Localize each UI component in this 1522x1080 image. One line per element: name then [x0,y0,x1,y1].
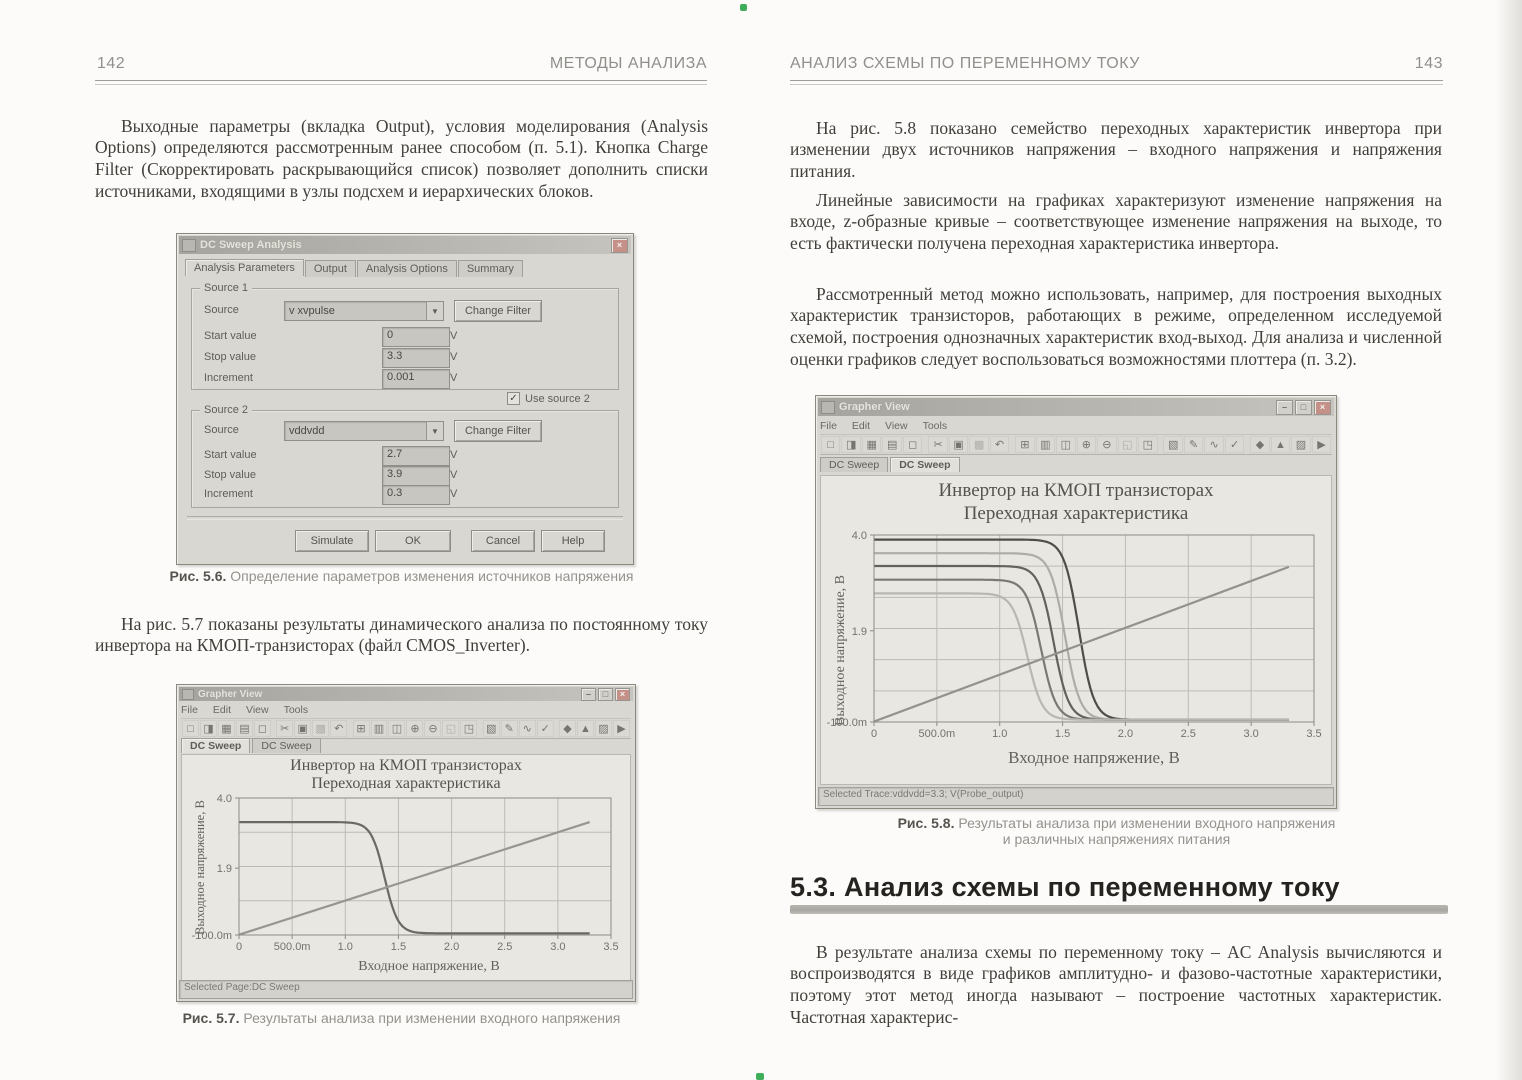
legend-icon[interactable]: ▥ [371,720,388,737]
play-icon[interactable]: ▶ [613,720,630,737]
use-source2-label: Use source 2 [525,392,590,405]
grapher-tab-dc-sweep-2[interactable]: DC Sweep [252,738,320,753]
play-icon[interactable]: ▶ [1312,436,1331,453]
grapher-right-menubar [820,420,947,433]
svg-text:0: 0 [870,728,878,740]
zoom-out-icon[interactable]: ⊖ [1097,436,1116,453]
left-page-number: 142 [97,55,126,72]
source2-start-field[interactable]: 2.7 [382,446,450,466]
close-icon[interactable]: × [1314,400,1331,415]
paste-icon[interactable]: ▩ [312,720,329,737]
menu-file[interactable]: File [820,420,837,432]
marker-icon[interactable]: ◆ [559,720,576,737]
source2-combo-value: vddvdd [289,425,325,437]
svg-text:1.5: 1.5 [390,941,407,953]
grapher-window-right [815,395,1337,809]
legend-icon[interactable]: ▥ [1036,436,1055,453]
chart-title-line1: Инвертор на КМОП транзисторах [290,757,522,774]
menu-edit[interactable]: Edit [851,420,871,432]
cursor-icon[interactable]: ✓ [1225,436,1244,453]
left-head-rule [95,80,707,85]
grapher-left-titlebar [179,687,633,701]
right-paragraph-1: На рис. 5.8 показано семейство переходных характеристик инвертора при изменении двух источников напряжения – входного напряжения и напряжения питания. [790,117,1442,182]
scan-speck-top [740,4,747,11]
source1-start-label: Start value [204,330,257,342]
svg-text:3.5: 3.5 [603,941,619,953]
grapher-left-statusbar: Selected Page:DC Sweep [179,980,633,999]
grapher-tab-dc-sweep-2[interactable]: DC Sweep [890,457,959,472]
svg-text:1.9: 1.9 [216,863,232,876]
grapher-left-tabstrip [181,738,321,753]
grapher-left-toolbar [181,718,631,739]
export-excel-icon[interactable]: ▲ [577,720,594,737]
source1-increment-label: Increment [204,372,253,384]
section-heading-5-3: 5.3. Анализ схемы по переменному току [790,872,1340,902]
menu-view[interactable]: View [246,704,269,716]
svg-text:500.0m: 500.0m [273,941,311,953]
cut-icon[interactable]: ✂ [928,436,947,453]
grapher-tab-dc-sweep-1[interactable]: DC Sweep [181,738,250,753]
minimize-icon[interactable]: – [1276,400,1293,415]
svg-text:-100.0m: -100.0m [191,930,232,942]
zoom-in-icon[interactable]: ⊕ [406,720,423,737]
figure-5-7-text: Результаты анализа при изменении входного напряжения [243,1010,621,1026]
menu-edit[interactable]: Edit [212,704,232,716]
source2-stop-label: Stop value [204,469,256,481]
zoom-area-icon[interactable]: ◱ [442,720,459,737]
cut-icon[interactable]: ✂ [276,720,293,737]
checkbox-check-icon: ✓ [507,392,520,405]
svg-text:0: 0 [235,941,243,953]
source1-source-label: Source [204,304,239,316]
source2-start-unit: V [450,449,458,461]
toolbar-separator [478,722,481,736]
toolbar-separator [348,722,351,736]
source2-group-label: Source 2 [200,404,252,416]
menu-view[interactable]: View [885,420,908,432]
y-axis-label: Выходное напряжение, В [833,575,848,726]
dialog-separator [187,516,623,520]
right-paragraph-2: Линейные зависимости на графиках характеризуют изменение напряжения на входе, z-образные кривые – соответствующее изменение напряжения на выходе, то есть фактически получена переходная характеристика инвертора. [790,189,1442,254]
export-excel-icon[interactable]: ▲ [1271,436,1290,453]
svg-text:3.0: 3.0 [1243,728,1259,740]
svg-text:1.0: 1.0 [337,941,353,953]
figure-5-6-text: Определение параметров изменения источников напряжения [230,568,634,584]
chevron-down-icon[interactable]: ▼ [426,302,443,320]
source1-start-unit: V [450,330,458,342]
dc-sweep-dialog [176,233,634,565]
tab-summary[interactable]: Summary [458,260,523,277]
toolbar-separator [272,722,275,736]
minimize-icon[interactable]: – [581,688,596,701]
figure-5-8-text-line2: и различных напряжениях питания [1002,831,1231,847]
marker-icon[interactable]: ◆ [1250,436,1269,453]
trace-icon[interactable]: ∿ [519,720,536,737]
source2-stop-unit: V [450,469,458,481]
left-paragraph-1: Выходные параметры (вкладка Output), условия моделирования (Analysis Options) определяются рассмотренным ранее способом (п. 5.1). Кнопка Charge Filter (Скорректировать раскрывающийся список) позволяет дополнить списки источниками, входящими в узлы подсхем и иерархических блоков. [95,115,708,201]
toolbar-separator [1245,438,1249,452]
close-icon[interactable]: × [615,688,630,701]
ok-button[interactable]: OK [375,530,451,552]
copy-icon[interactable]: ▣ [294,720,311,737]
help-button[interactable]: Help [541,530,605,552]
source1-combo[interactable] [284,301,444,321]
print-preview-icon[interactable]: ◻ [254,720,271,737]
source1-change-filter-button[interactable]: Change Filter [454,300,542,322]
toolbar-separator [923,438,927,452]
source2-start-label: Start value [204,449,257,461]
source1-group [191,282,619,390]
source1-start-field[interactable]: 0 [382,327,450,347]
grapher-app-icon [182,689,194,700]
print-icon[interactable]: ▤ [236,720,253,737]
copy-icon[interactable]: ▣ [949,436,968,453]
open-icon[interactable]: ◨ [200,720,217,737]
left-running-title: МЕТОДЫ АНАЛИЗА [549,55,707,72]
menu-tools[interactable]: Tools [283,704,309,716]
source2-increment-field[interactable]: 0.3 [382,485,450,505]
cursor-icon[interactable]: ✓ [537,720,554,737]
paste-icon[interactable]: ▩ [969,436,988,453]
transfer-characteristic-chart [191,793,621,959]
svg-text:1.9: 1.9 [851,625,867,638]
svg-text:500.0m: 500.0m [918,728,956,740]
simulate-button[interactable]: Simulate [295,530,369,552]
properties-icon[interactable]: ◫ [1056,436,1075,453]
grapher-left-title: Grapher View [198,688,263,700]
new-icon[interactable]: □ [821,436,840,453]
zoom-out-icon[interactable]: ⊖ [424,720,441,737]
svg-text:4.0: 4.0 [216,793,232,805]
overlay-icon[interactable]: ▧ [483,720,500,737]
dialog-tabstrip [185,260,524,277]
svg-text:2.0: 2.0 [443,941,460,953]
export-data-icon[interactable]: ▨ [1291,436,1310,453]
svg-text:1.5: 1.5 [1054,728,1071,740]
grapher-right-tabstrip [820,457,960,472]
dialog-app-icon [182,239,196,252]
zoom-fit-icon[interactable]: ◳ [460,720,477,737]
left-paragraph-2: На рис. 5.7 показаны результаты динамического анализа по постоянному току инвертора на КМОП-транзисторах (файл CMOS_Inverter). [95,613,708,656]
print-preview-icon[interactable]: ◻ [903,436,922,453]
figure-5-8-text-line1: Результаты анализа при изменении входного напряжения [958,815,1336,831]
grapher-right-toolbar [820,434,1332,455]
save-icon[interactable]: ▦ [218,720,235,737]
source1-group-label: Source 1 [200,282,252,294]
grid-icon[interactable]: ⊞ [353,720,370,737]
grid-icon[interactable]: ⊞ [1015,436,1034,453]
right-running-title: АНАЛИЗ СХЕМЫ ПО ПЕРЕМЕННОМУ ТОКУ [790,55,1140,72]
overlay-icon[interactable]: ▧ [1163,436,1182,453]
menu-file[interactable]: File [181,704,198,716]
tab-analysis-parameters[interactable]: Analysis Parameters [185,259,304,276]
toolbar-separator [1010,438,1014,452]
cancel-button[interactable]: Cancel [471,530,535,552]
tab-output[interactable]: Output [305,260,356,277]
svg-text:2.5: 2.5 [1180,728,1196,740]
toolbar-separator [1159,438,1163,452]
grapher-right-titlebar [818,398,1334,416]
source1-combo-value: v xvpulse [289,305,335,317]
x-axis-label: Входное напряжение, В [358,959,500,974]
chart-title-line2: Переходная характеристика [311,775,501,792]
figure-5-6-label: Рис. 5.6. [169,568,227,584]
dialog-close-icon[interactable]: × [611,238,628,253]
svg-text:-100.0m: -100.0m [826,717,867,729]
dialog-title: DC Sweep Analysis [200,239,302,251]
use-source2-checkbox[interactable] [507,392,590,405]
maximize-icon[interactable]: □ [598,688,613,701]
transfer-characteristic-family-chart [826,530,1324,746]
right-page-number: 143 [1414,55,1443,72]
figure-5-7-label: Рис. 5.7. [182,1010,240,1026]
right-head-rule [790,80,1443,85]
zoom-fit-icon[interactable]: ◳ [1138,436,1157,453]
figure-5-8-label: Рис. 5.8. [897,815,955,831]
menu-tools[interactable]: Tools [922,420,948,432]
svg-text:2.5: 2.5 [497,941,513,953]
y-axis-label: Выходное напряжение, В [193,800,207,935]
source2-increment-label: Increment [204,488,253,500]
grapher-window-left [176,684,636,1002]
tab-analysis-options[interactable]: Analysis Options [357,260,457,277]
figure-5-8-caption [790,815,1443,847]
source2-source-label: Source [204,424,239,436]
source1-stop-field[interactable]: 3.3 [382,348,450,368]
figure-5-7-caption [95,1010,708,1026]
undo-icon[interactable]: ↶ [990,436,1009,453]
x-axis-label: Входное напряжение, В [1008,748,1180,767]
right-paragraph-3: Рассмотренный метод можно использовать, например, для построения выходных характеристик транзисторов, работающих в режиме, определенном исследуемой схемой, построения однозначных характеристик вход-выход. Для анализа и численной оценки графиков следует воспользоваться возможностями плоттера (п. 3.2). [790,283,1442,369]
grapher-tab-dc-sweep-1[interactable]: DC Sweep [820,457,888,472]
chevron-down-icon[interactable]: ▼ [426,422,443,440]
save-icon[interactable]: ▦ [862,436,881,453]
source2-increment-unit: V [450,488,458,500]
svg-text:3.5: 3.5 [1306,728,1322,740]
maximize-icon[interactable]: □ [1295,400,1312,415]
dialog-titlebar [179,236,631,254]
source2-group [191,404,619,508]
grapher-right-statusbar: Selected Trace:vddvdd=3.3; V(Probe_output) [818,787,1334,806]
svg-text:3.0: 3.0 [550,941,566,953]
zoom-area-icon[interactable]: ◱ [1118,436,1137,453]
chart-title-line2: Переходная характеристика [963,503,1189,524]
open-icon[interactable]: ◨ [841,436,860,453]
source1-increment-field[interactable]: 0.001 [382,369,450,389]
right-paragraph-4: В результате анализа схемы по переменному току – AC Analysis вычисляются и воспроизводятся в виде графиков амплитудно- и фазово-частотные характеристики, поэтому этот метод иногда называют – построение частотных характеристик. Частотная характерис- [790,941,1442,1027]
scan-edge-shadow [1496,0,1522,1080]
annotate-icon[interactable]: ✎ [501,720,518,737]
grapher-right-title: Grapher View [839,401,910,413]
toolbar-separator [555,722,558,736]
section-heading-bar [790,905,1448,914]
zoom-in-icon[interactable]: ⊕ [1077,436,1096,453]
source2-stop-field[interactable]: 3.9 [382,466,450,486]
grapher-app-icon [821,401,835,414]
properties-icon[interactable]: ◫ [388,720,405,737]
svg-text:4.0: 4.0 [851,530,867,542]
export-data-icon[interactable]: ▨ [595,720,612,737]
grapher-left-menubar [181,704,308,717]
source1-stop-label: Stop value [204,351,256,363]
source2-change-filter-button[interactable]: Change Filter [454,420,542,442]
figure-5-6-caption [95,568,708,584]
print-icon[interactable]: ▤ [882,436,901,453]
source1-stop-unit: V [450,351,458,363]
trace-icon[interactable]: ∿ [1204,436,1223,453]
source1-increment-unit: V [450,372,458,384]
undo-icon[interactable]: ↶ [330,720,347,737]
chart-title-line1: Инвертор на КМОП транзисторах [938,480,1214,501]
new-icon[interactable]: □ [182,720,199,737]
source2-combo[interactable] [284,421,444,441]
svg-text:1.0: 1.0 [992,728,1008,740]
svg-text:2.0: 2.0 [1117,728,1134,740]
annotate-icon[interactable]: ✎ [1184,436,1203,453]
scan-speck-bottom [756,1073,764,1080]
